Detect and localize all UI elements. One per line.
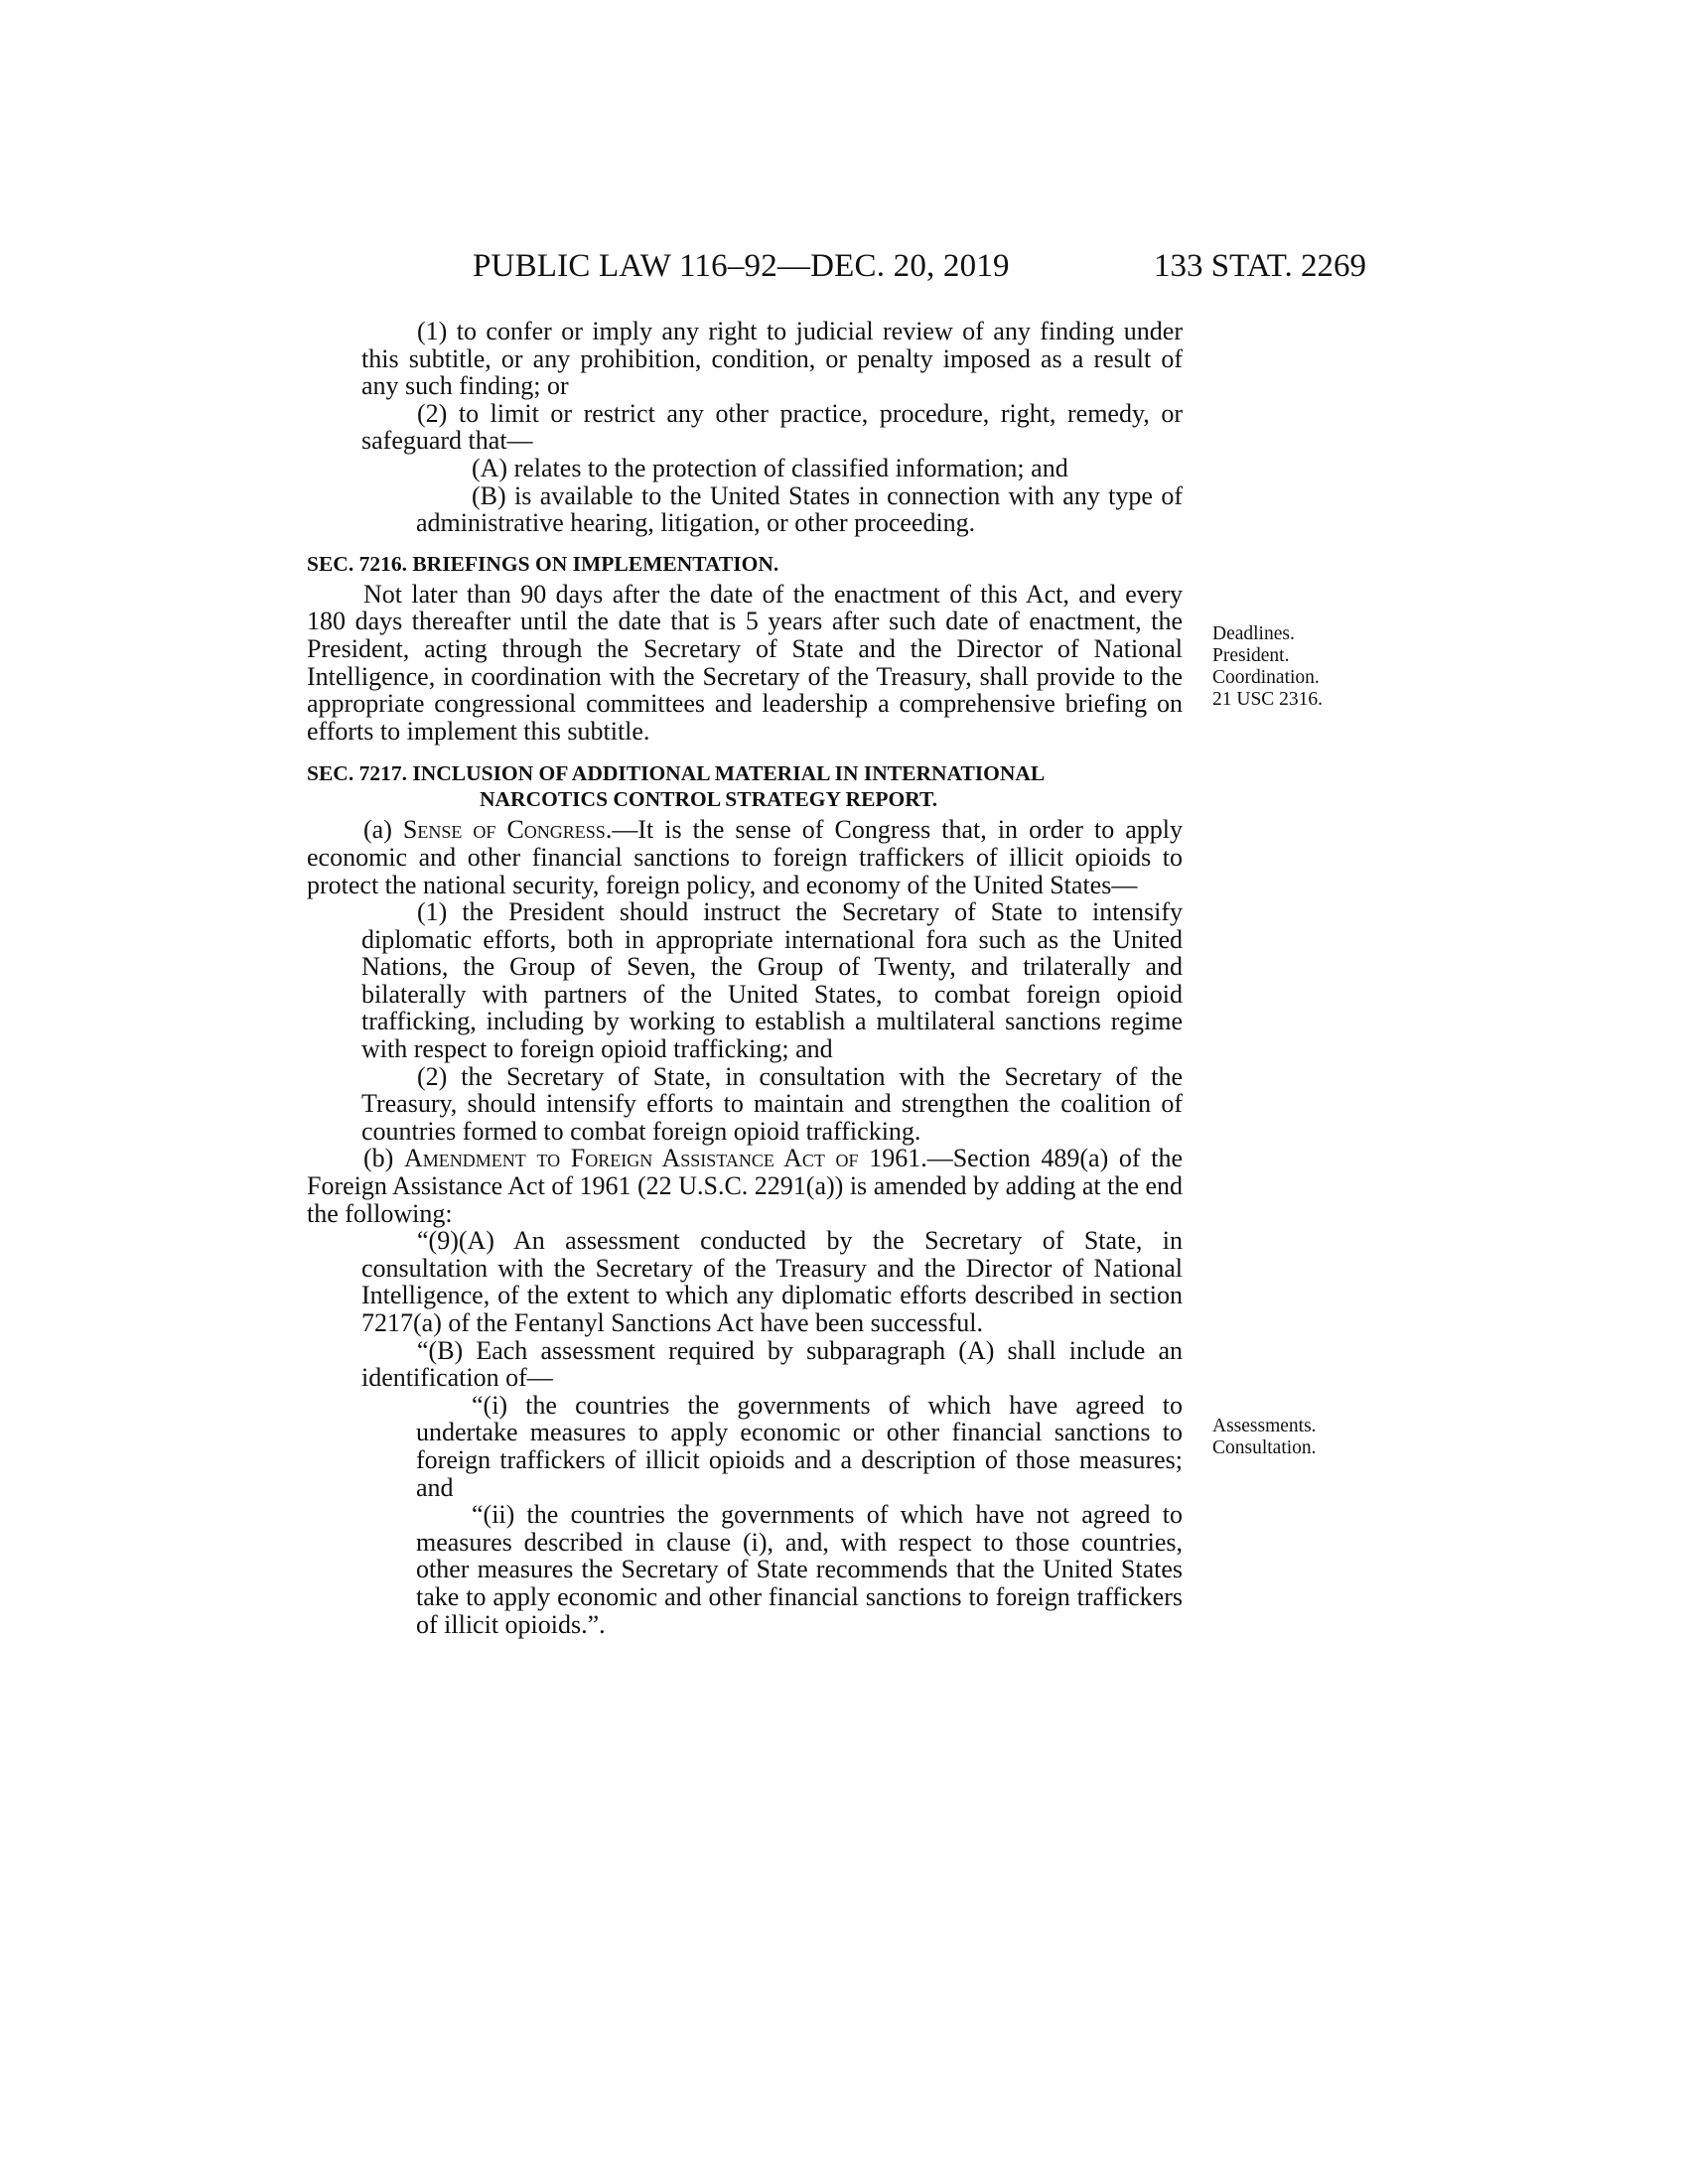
section-heading-7217-line2: NARCOTICS CONTROL STRATEGY REPORT. bbox=[480, 787, 938, 812]
section-heading-7217-line1: SEC. 7217. INCLUSION OF ADDITIONAL MATERIAL IN INTERNATIONAL bbox=[307, 761, 1046, 786]
section-7216-text: Not later than 90 days after the date of the enactment of this Act, and every 180 days thereafter until the date that is 5 years after such date of enactment, the President, acting through the Secretary of State and the Director of National Intelligence, in coordination with the Secretary of the Treasury, shall provide to the appropriate congressional committees and leadership a comprehensive briefing on efforts to implement this subtitle. bbox=[307, 579, 1183, 746]
paragraph-A: (A) relates to the protection of classified information; and bbox=[472, 453, 1068, 482]
subsection-b-text: .—Section 489(a) of the Foreign Assistance Act of 1961 (22 U.S.C. 2291(a)) is amended by adding at the end the following: bbox=[307, 1144, 1184, 1228]
subsection-b-label: (b) bbox=[363, 1144, 404, 1173]
page-header bbox=[0, 248, 1688, 288]
subsection-a-2: (2) the Secretary of State, in consultation with the Secretary of the Treasury, should intensify efforts to maintain and strengthen the coalition of countries formed to combat foreign opioid trafficking. bbox=[361, 1061, 1183, 1146]
quoted-i: “(i) the countries the governments of which have agreed to undertake measures to apply economic or other financial sanctions to foreign traffickers of illicit opioids and a description of those measures; and bbox=[416, 1390, 1183, 1502]
subsection-a-heading: Sense of Congress bbox=[402, 815, 606, 845]
section-heading-7216: SEC. 7216. BRIEFINGS ON IMPLEMENTATION. bbox=[307, 551, 779, 576]
quoted-9A: “(9)(A) An assessment conducted by the Secretary of State, in consultation with the Secretary of the Treasury and the Director of National Intelligence, of the extent to which any diplomatic efforts described in section 7217(a) of the Fentanyl Sanctions Act have been successful. bbox=[361, 1226, 1183, 1337]
paragraph-2: (2) to limit or restrict any other practice, procedure, right, remedy, or safeguard that— bbox=[361, 398, 1183, 456]
quoted-ii: “(ii) the countries the governments of which have not agreed to measures described in clause (i), and, with respect to those countries, other measures the Secretary of State recommends that the United States take to apply economic and other financial sanctions to foreign traffickers of illicit opioids.”. bbox=[416, 1500, 1183, 1639]
margin-note-consultation: Consultation. bbox=[1212, 1437, 1317, 1458]
subsection-a-text: .—It is the sense of Congress that, in order to apply economic and other financial sanctions to foreign traffickers of illicit opioids to protect the national security, foreign policy, and economy of the United States— bbox=[307, 815, 1184, 899]
subsection-a-1: (1) the President should instruct the Secretary of State to intensify diplomatic efforts, both in appropriate international fora such as the United Nations, the Group of Seven, the Group of Twenty, and trilaterally and bilaterally with partners of the United States, to combat foreign opioid trafficking, including by working to establish a multilateral sanctions regime with respect to foreign opioid trafficking; and bbox=[361, 897, 1183, 1064]
paragraph-1: (1) to confer or imply any right to judicial review of any finding under this subtitle, or any prohibition, condition, or penalty imposed as a result of any such finding; or bbox=[361, 317, 1183, 401]
header-stat-page: 133 STAT. 2269 bbox=[1154, 248, 1367, 284]
document-body bbox=[307, 318, 1183, 1638]
margin-note-2 bbox=[1212, 1416, 1317, 1459]
margin-note-coordination: Coordination. bbox=[1212, 667, 1320, 688]
subsection-a bbox=[307, 816, 1183, 898]
subsection-b bbox=[307, 1145, 1183, 1227]
margin-note-assessments: Assessments. bbox=[1212, 1416, 1317, 1436]
subsection-b-heading: Amendment to Foreign Assistance Act of 1961 bbox=[404, 1144, 921, 1173]
margin-note-1 bbox=[1212, 623, 1323, 711]
header-citation: PUBLIC LAW 116–92—DEC. 20, 2019 bbox=[473, 248, 1010, 284]
paragraph-B: (B) is available to the United States in connection with any type of administrative hearing, litigation, or other proceeding. bbox=[416, 480, 1183, 538]
margin-note-deadlines: Deadlines. bbox=[1212, 623, 1295, 644]
quoted-B: “(B) Each assessment required by subparagraph (A) shall include an identification of— bbox=[361, 1335, 1183, 1393]
margin-note-usc: 21 USC 2316. bbox=[1212, 689, 1324, 710]
subsection-a-label: (a) bbox=[363, 815, 403, 845]
margin-note-president: President. bbox=[1212, 645, 1290, 666]
